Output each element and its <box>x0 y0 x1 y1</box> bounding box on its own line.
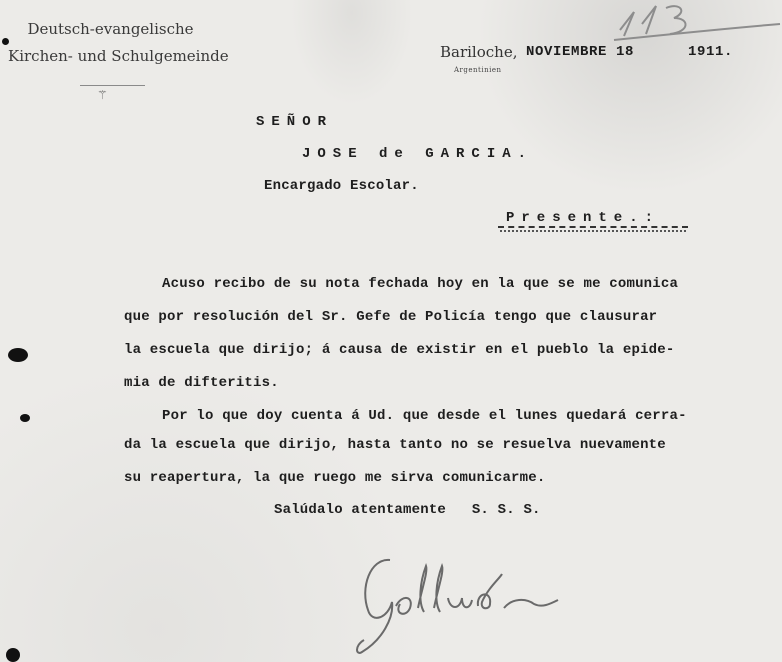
body-line: su reapertura, la que ruego me sirva comunicarme. <box>124 470 546 486</box>
place-name: Bariloche, <box>440 43 518 61</box>
presente-underline-dotted <box>500 230 686 232</box>
presente-heading: Presente.: <box>506 210 661 226</box>
body-line: Por lo que doy cuenta á Ud. que desde el lunes quedará cerra- <box>162 408 687 424</box>
punch-hole-mark <box>8 348 28 362</box>
letterhead <box>8 16 229 70</box>
salutation: SEÑOR <box>256 114 334 130</box>
letterhead-line-2: Kirchen- und Schulgemeinde <box>8 47 229 65</box>
body-line: que por resolución del Sr. Gefe de Policía tengo que clausurar <box>124 309 658 325</box>
body-line: mia de difteritis. <box>124 375 279 391</box>
presente-underline <box>498 226 688 228</box>
recipient-name: JOSE de GARCIA. <box>302 146 534 162</box>
letterhead-line-1: Deutsch-evangelische <box>27 20 194 38</box>
punch-mark <box>20 414 30 422</box>
punch-mark <box>2 38 9 45</box>
body-line: Acuso recibo de su nota fechada hoy en la que se me comunica <box>162 276 679 292</box>
handwritten-signature <box>330 548 570 658</box>
letterhead-ornament-icon: ⚚ <box>97 88 108 102</box>
closing-line: Salúdalo atentamente S. S. S. <box>274 502 541 518</box>
body-line: la escuela que dirijo; á causa de existir en el pueblo la epide- <box>124 342 675 358</box>
punch-mark <box>6 648 20 662</box>
body-line: da la escuela que dirijo, hasta tanto no se resuelva nuevamente <box>124 437 666 453</box>
place-country: Argentinien <box>454 66 502 74</box>
letter-date: NOVIEMBRE 18 1911. <box>526 44 734 60</box>
letterhead-rule <box>80 85 145 86</box>
recipient-title: Encargado Escolar. <box>264 178 419 194</box>
handwritten-annotation <box>612 0 782 46</box>
